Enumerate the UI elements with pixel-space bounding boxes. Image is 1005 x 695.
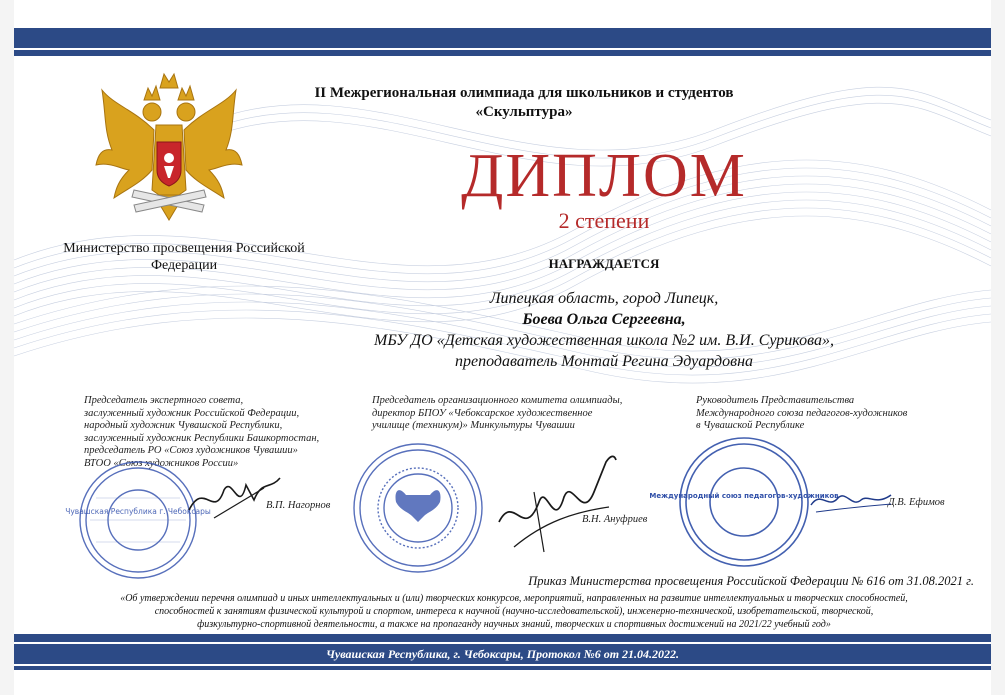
recipient-region: Липецкая область, город Липецк,	[489, 290, 719, 307]
signatory-3-line: Руководитель Представительства	[696, 395, 855, 406]
order-details	[34, 592, 994, 631]
signatory-1-line: заслуженный художник Российской Федерации,	[84, 407, 300, 419]
olympiad-title-line1: II Межрегиональная олимпиада для школьников и студентов	[314, 85, 734, 101]
bottom-band-edge	[14, 666, 991, 670]
signature-3-icon	[806, 480, 896, 520]
olympiad-title	[314, 84, 734, 122]
signatory-1-line: народный художник Чувашской Республики,	[84, 420, 283, 431]
signatory-2-line: училище (техникум)» Минкультуры Чувашии	[372, 420, 575, 431]
document-type: ДИПЛОМ	[461, 142, 747, 210]
signatory-3-name: Д.В. Ефимов	[888, 497, 945, 508]
olympiad-title-line2: «Скульптура»	[475, 104, 573, 120]
signature-1-icon	[184, 470, 284, 525]
signatory-1-line: председатель РО «Союз художников Чувашии»	[84, 445, 298, 456]
stamp-left-text: Чувашская Республика г. Чебоксары	[65, 507, 211, 516]
recipient-name: Боева Ольга Сергеевна,	[522, 311, 686, 328]
ministry-name: Министерство просвещения Российской Федерации	[63, 241, 305, 273]
signatory-2-line: Председатель организационного комитета олимпиады,	[372, 395, 623, 406]
stamp-right-text: Международный союз педагогов-художников	[649, 492, 839, 500]
signatory-2-title	[372, 395, 672, 433]
order-reference: Приказ Министерства просвещения Российской Федерации № 616 от 31.08.2021 г.	[528, 574, 974, 588]
signatory-1-line: ВТОО «Союз художников России»	[84, 457, 239, 469]
awarded-label: НАГРАЖДАЕТСЯ	[548, 256, 660, 271]
bottom-band-thin	[14, 634, 991, 642]
signature-2-icon	[484, 452, 624, 562]
signatory-2-name: В.Н. Ануфриев	[582, 514, 648, 525]
order-details-line: физкультурно-спортивной деятельности, а также на пропаганду научных знаний, творческих и спортивных достижений на 2021/22 учебный год»	[197, 619, 831, 630]
order-details-line: способностей к занятиям физической культурой и спортом, интереса к научной (научно-исследовательской), инженерно-технической, изобретательской, творческой,	[154, 606, 874, 617]
signatory-3-title	[696, 395, 966, 433]
signatory-3-line: в Чувашской Республике	[696, 420, 805, 431]
coat-of-arms-icon	[94, 70, 244, 230]
stamp-left-icon	[65, 458, 211, 582]
recipient-teacher: преподаватель Монтай Регина Эдуардовна	[454, 353, 754, 370]
stamp-middle-icon	[350, 440, 486, 576]
signatory-1-line: заслуженный художник Республики Башкортостан,	[84, 432, 320, 444]
order-details-line: «Об утверждении перечня олимпиад и иных интеллектуальных и (или) творческих конкурсов, мероприятий, направленных на развитие интеллектуальных и творческих способностей,	[120, 593, 908, 604]
footer-protocol: Чувашская Республика, г. Чебоксары, Протокол №6 от 21.04.2022.	[325, 647, 680, 661]
signatory-2-line: директор БПОУ «Чебоксарское художественное	[372, 407, 593, 419]
signatory-3-line: Международного союза педагогов-художников	[696, 407, 908, 419]
recipient-block	[314, 288, 894, 372]
diploma-sheet	[14, 0, 991, 695]
signatory-1-line: Председатель экспертного совета,	[84, 395, 244, 406]
stamp-right-icon	[649, 434, 839, 570]
degree: 2 степени	[558, 208, 650, 233]
recipient-organization: МБУ ДО «Детская художественная школа №2 им. В.И. Сурикова»,	[374, 332, 834, 349]
signatory-1-name: В.П. Нагорнов	[266, 500, 331, 511]
